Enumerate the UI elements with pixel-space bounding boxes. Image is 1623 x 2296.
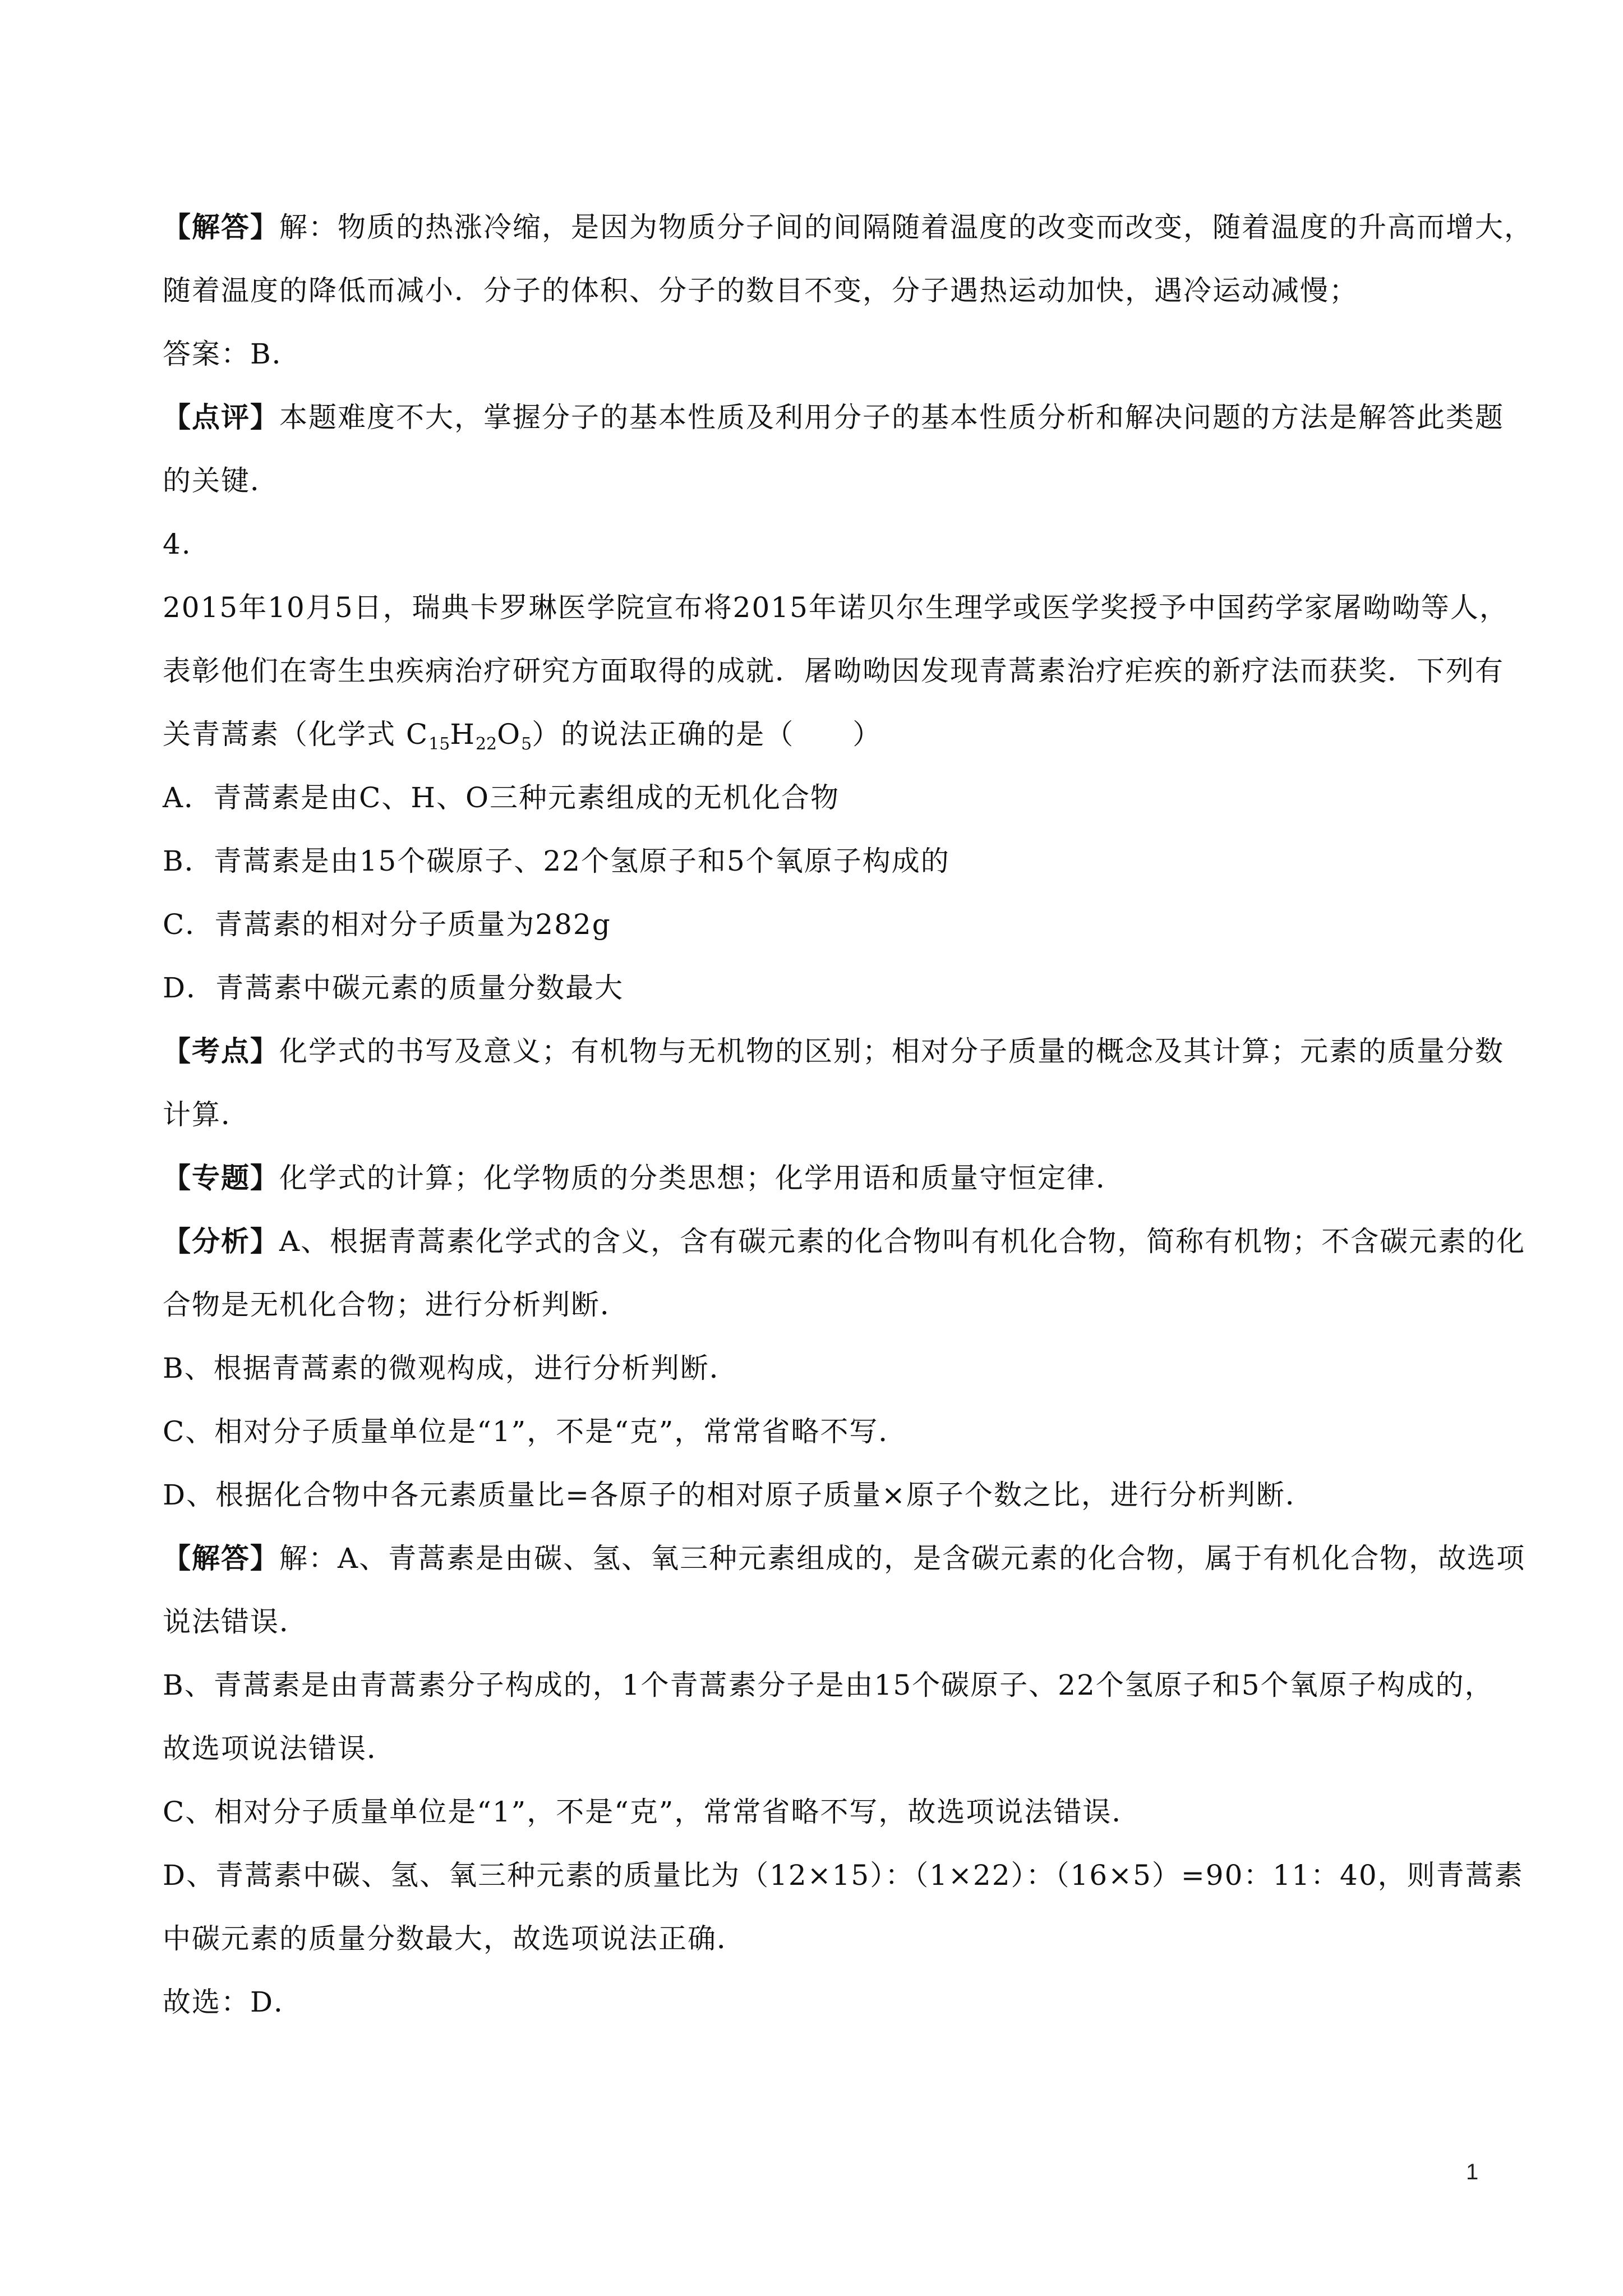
knowledge-point-heading-line — [163, 1034, 1504, 1068]
answer-heading-line — [163, 210, 1533, 244]
comment-heading-line — [163, 401, 1504, 434]
text-line: 合物是无机化合物；进行分析判断． — [163, 1289, 629, 1321]
option-b: B．青蒿素是由15个碳原子、22个氢原子和5个氧原子构成的 — [163, 845, 950, 877]
text-line: D、青蒿素中碳、氢、氧三种元素的质量比为（12×15）：（1×22）：（16×5）=90：11：40，则青蒿素 — [163, 1859, 1524, 1892]
text-line: B、根据青蒿素的微观构成，进行分析判断． — [163, 1352, 739, 1384]
paragraph-text: A、根据青蒿素化学式的含义，含有碳元素的化合物叫有机化合物，简称有机物；不含碳元素的化 — [279, 1225, 1526, 1258]
section-tag: 【解答】 — [163, 210, 279, 243]
formula-line: 关青蒿素（化学式 $C_{15}H_{22}O_5$）的说法正确的是（ ） — [163, 718, 882, 754]
text-line: 中碳元素的质量分数最大，故选项说法正确． — [163, 1922, 746, 1955]
section-tag: 【考点】 — [163, 1034, 279, 1068]
question-number: 4. — [163, 528, 192, 560]
section-tag: 【专题】 — [163, 1161, 279, 1194]
answer-line: 答案：B． — [163, 338, 301, 370]
text-line: D、根据化合物中各元素质量比=各原子的相对原子质量×原子个数之比，进行分析判断． — [163, 1479, 1315, 1511]
section-tag: 【解答】 — [163, 1542, 279, 1575]
paragraph-text: 解：物质的热涨冷缩，是因为物质分子间的间隔随着温度的改变而改变，随着温度的升高而增大， — [279, 211, 1533, 243]
section-tag: 【点评】 — [163, 401, 279, 434]
question-text: 表彰他们在寄生虫疾病治疗研究方面取得的成就．屠呦呦因发现青蒿素治疗疟疾的新疗法而获奖．下列有 — [163, 655, 1504, 687]
solution-heading-line — [163, 1542, 1525, 1575]
text-line: 计算． — [163, 1098, 250, 1131]
text-line: B、青蒿素是由青蒿素分子构成的，1个青蒿素分子是由15个碳原子、22个氢原子和5个氧原子构成的， — [163, 1669, 1494, 1701]
paragraph-text: 解：A、青蒿素是由碳、氢、氧三种元素组成的，是含碳元素的化合物，属于有机化合物，故选项 — [279, 1542, 1526, 1575]
section-tag: 【分析】 — [163, 1225, 279, 1258]
paragraph-text: 化学式的书写及意义；有机物与无机物的区别；相对分子质量的概念及其计算；元素的质量分数 — [279, 1035, 1504, 1068]
text-line: C、相对分子质量单位是“1”，不是“克”，常常省略不写，故选项说法错误． — [163, 1796, 1141, 1828]
paragraph-text: 本题难度不大，掌握分子的基本性质及利用分子的基本性质分析和解决问题的方法是解答此类题 — [279, 401, 1504, 434]
text-line: 的关键． — [163, 464, 279, 497]
text-line: C、相对分子质量单位是“1”，不是“克”，常常省略不写． — [163, 1415, 908, 1448]
paragraph-text: 化学式的计算；化学物质的分类思想；化学用语和质量守恒定律． — [279, 1162, 1125, 1194]
option-c: C．青蒿素的相对分子质量为282g — [163, 908, 611, 941]
text-line: 故选项说法错误． — [163, 1732, 396, 1765]
final-answer: 故选：D． — [163, 1986, 303, 2018]
text-line: 说法错误． — [163, 1605, 308, 1638]
analysis-heading-line — [163, 1225, 1525, 1258]
option-d: D．青蒿素中碳元素的质量分数最大 — [163, 972, 624, 1004]
topic-heading-line — [163, 1161, 1125, 1195]
page-number: 1 — [1466, 2160, 1479, 2184]
question-text: 2015年10月5日，瑞典卡罗琳医学院宣布将2015年诺贝尔生理学或医学奖授予中国药学家屠呦呦等人， — [163, 591, 1509, 624]
text-line: 随着温度的降低而减小．分子的体积、分子的数目不变，分子遇热运动加快，遇冷运动减慢； — [163, 274, 1358, 307]
option-a: A．青蒿素是由C、H、O三种元素组成的无机化合物 — [163, 781, 840, 814]
